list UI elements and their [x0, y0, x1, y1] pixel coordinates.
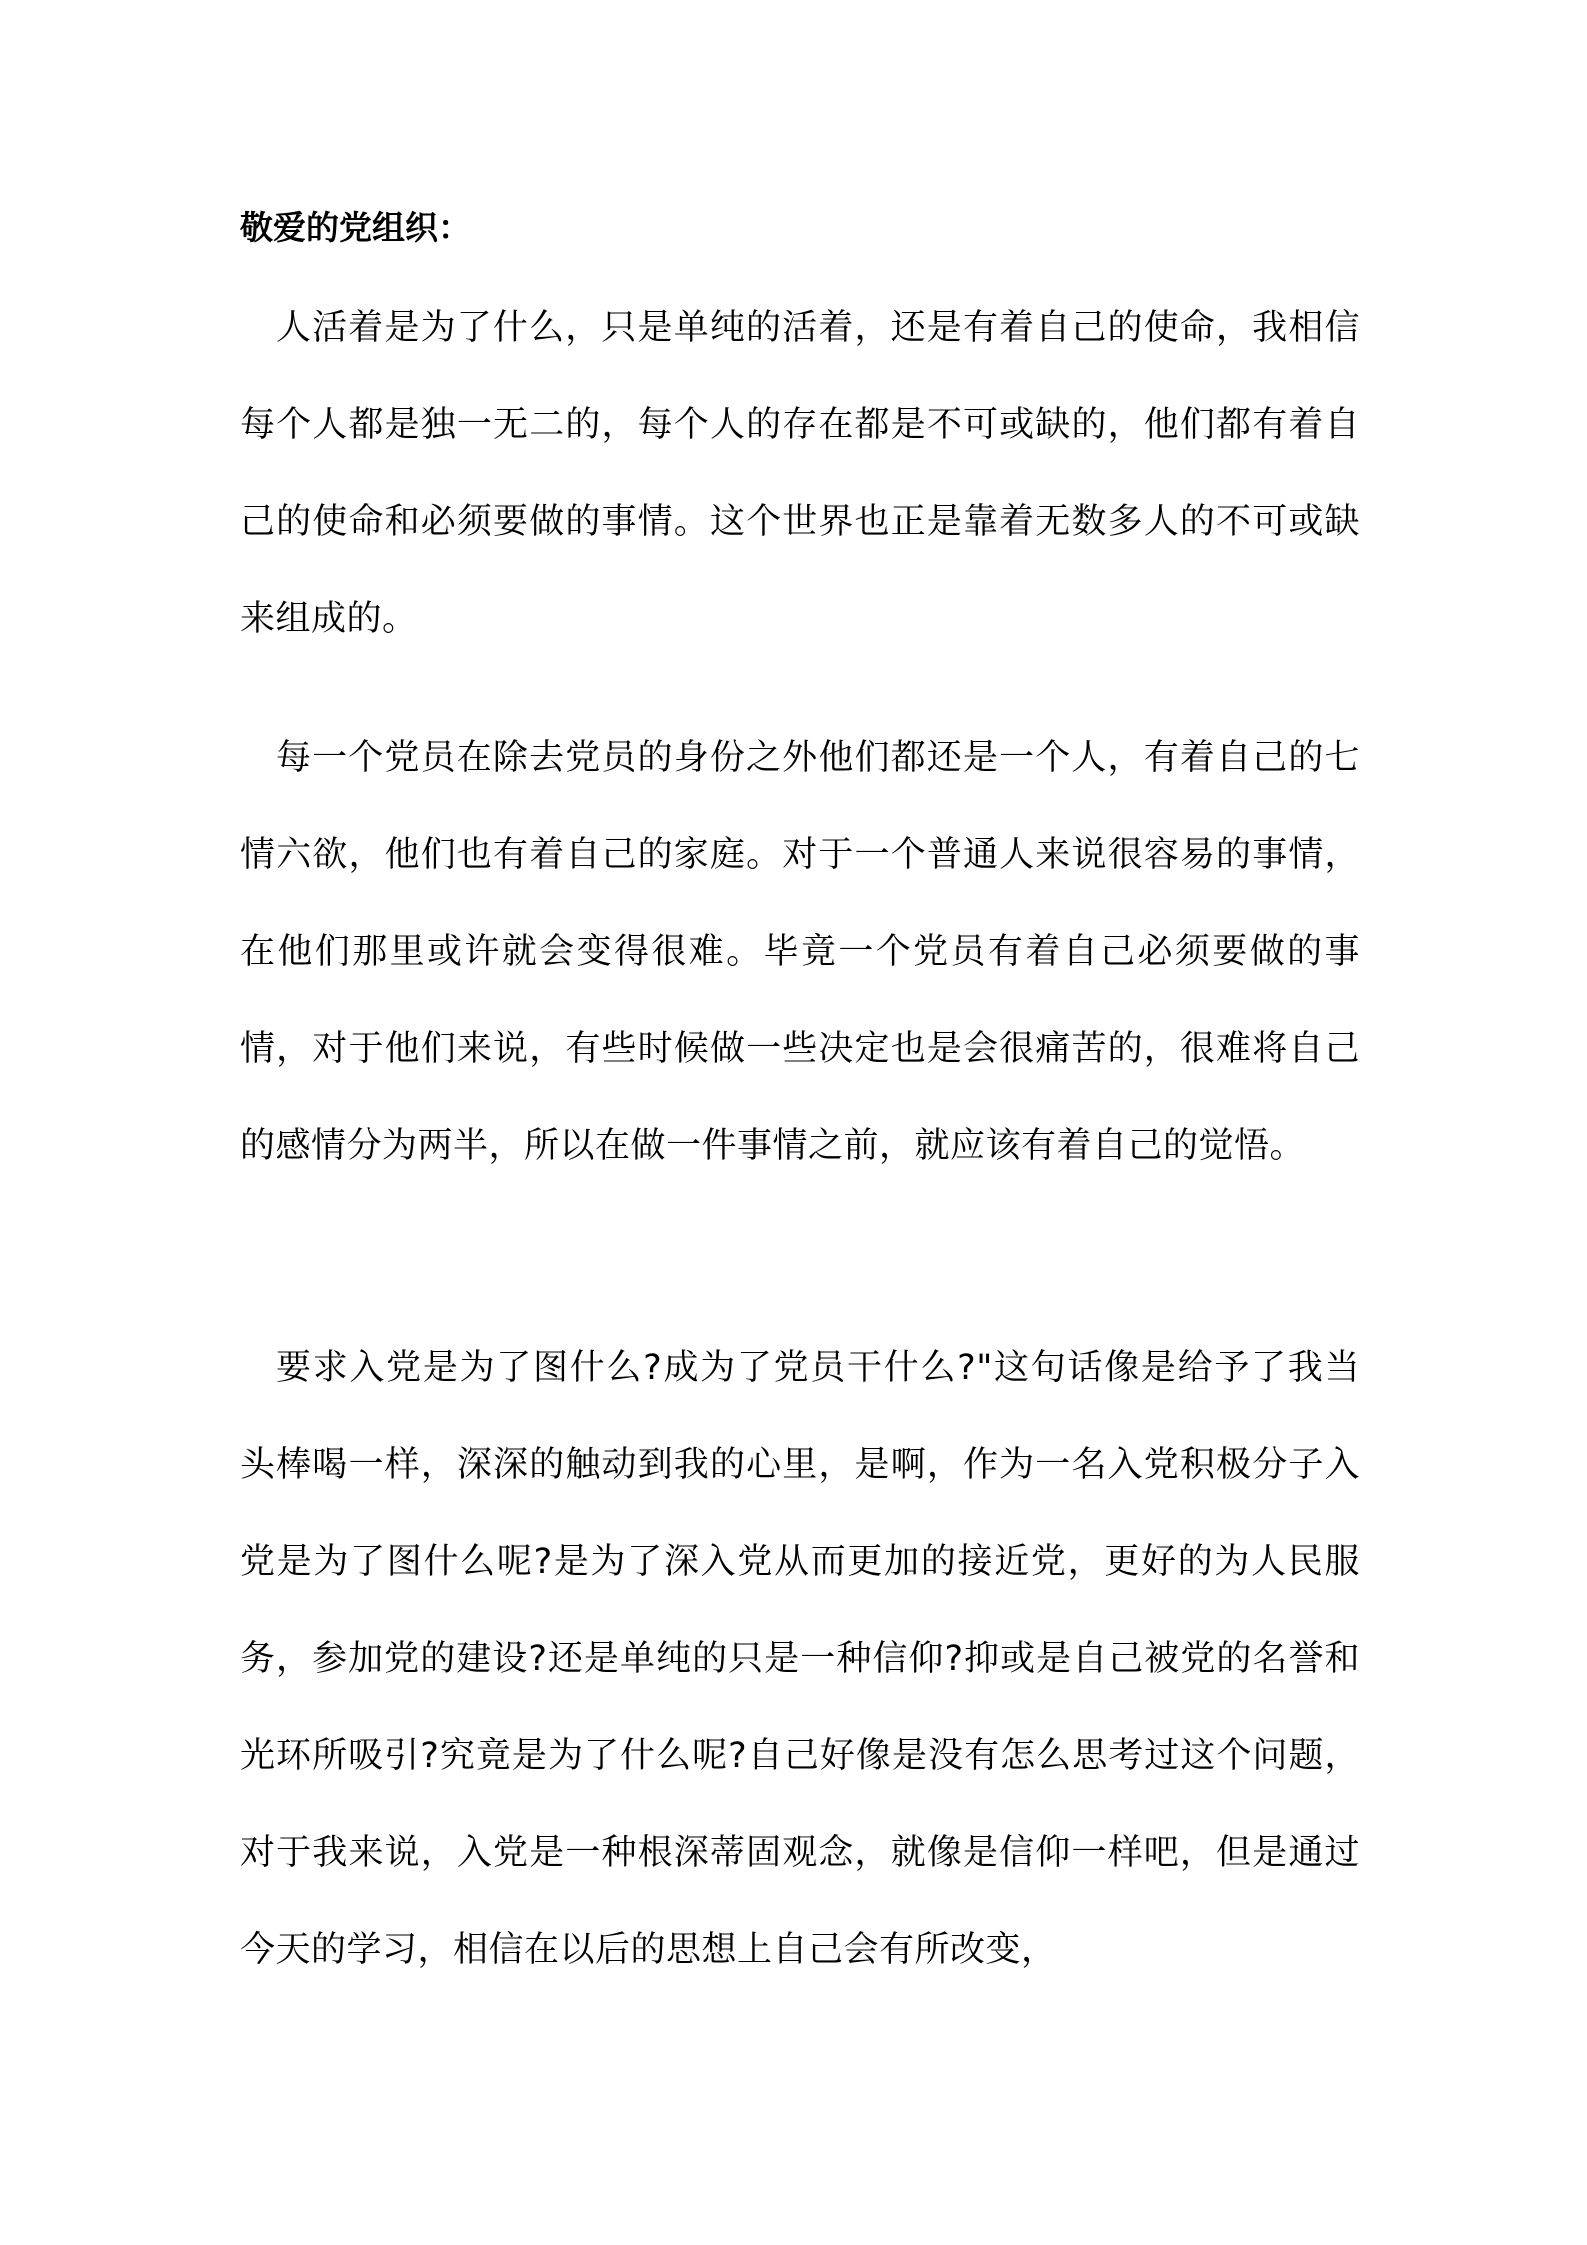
paragraph-2: 每一个党员在除去党员的身份之外他们都还是一个人，有着自己的七情六欲，他们也有着自己的家庭。对于一个普通人来说很容易的事情，在他们那里或许就会变得很难。毕竟一个党员有着自己必须要做的事情，对于他们来说，有些时候做一些决定也是会很痛苦的，很难将自己的感情分为两半，所以在做一件事情之前，就应该有着自己的觉悟。 — [240, 738, 1360, 1166]
salutation: 敬爱的党组织： — [240, 208, 471, 247]
paragraph-3: 要求入党是为了图什么?成为了党员干什么?"这句话像是给予了我当头棒喝一样，深深的触动到我的心里，是啊，作为一名入党积极分子入党是为了图什么呢?是为了深入党从而更加的接近党，更好的为人民服务，参加党的建设?还是单纯的只是一种信仰?抑或是自己被党的名誉和光环所吸引?究竟是为了什么呢?自己好像是没有怎么思考过这个问题，对于我来说，入党是一种根深蒂固观念，就像是信仰一样吧，但是通过今天的学习，相信在以后的思想上自己会有所改变， — [240, 1348, 1360, 1970]
paragraph-1: 人活着是为了什么，只是单纯的活着，还是有着自己的使命，我相信每个人都是独一无二的，每个人的存在都是不可或缺的，他们都有着自己的使命和必须要做的事情。这个世界也正是靠着无数多人的不可或缺来组成的。 — [240, 308, 1360, 639]
